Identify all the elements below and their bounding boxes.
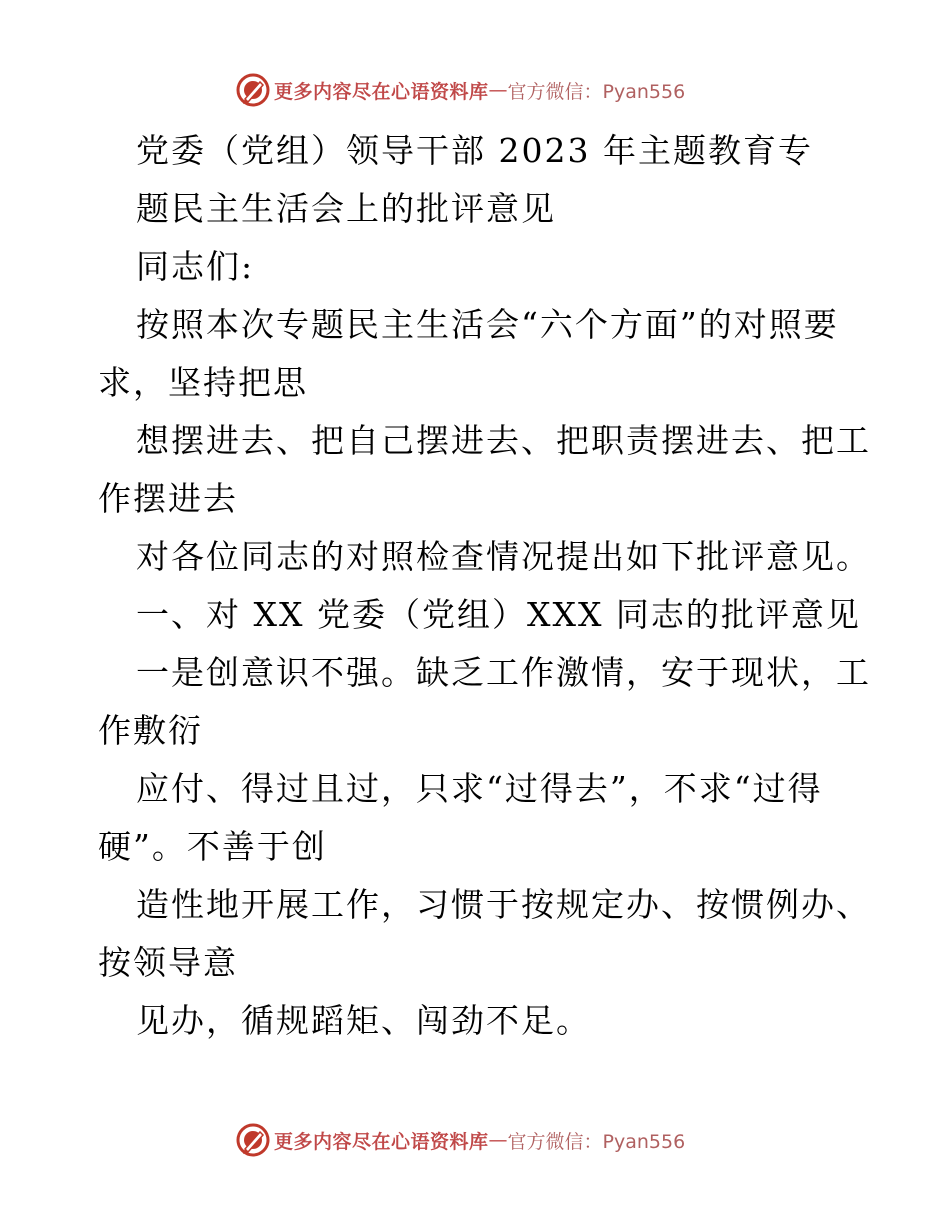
document-body	[98, 122, 871, 1050]
text-line: 作敷衍	[98, 711, 203, 750]
pen-logo-icon	[236, 1123, 270, 1157]
text-line: 党委（党组）领导干部 2023 年主题教育专	[136, 131, 813, 170]
text-line: 造性地开展工作，习惯于按规定办、按惯例办、	[136, 885, 871, 924]
text-line: 应付、得过且过，只求“过得去”，不求“过得	[136, 769, 823, 808]
watermark-dash: —	[488, 1129, 508, 1151]
text-line: 硬”。不善于创	[98, 827, 327, 866]
watermark-dash: —	[488, 79, 508, 101]
text-line: 见办，循规蹈矩、闯劲不足。	[136, 1001, 591, 1040]
pen-logo-icon	[236, 73, 270, 107]
text-line: 按照本次专题民主生活会“六个方面”的对照要	[136, 305, 839, 344]
text-line: 一、对 XX 党委（党组）XXX 同志的批评意见	[136, 595, 861, 634]
text-line: 一是创意识不强。缺乏工作激情，安于现状，工	[136, 653, 871, 692]
text-line: 求，坚持把思	[98, 363, 308, 402]
watermark-contact: 官方微信：Pyan556	[507, 80, 686, 103]
text-line: 作摆进去	[98, 479, 238, 518]
watermark-contact: 官方微信：Pyan556	[507, 1130, 686, 1153]
text-line: 同志们:	[136, 247, 255, 286]
watermark-brand: 更多内容尽在心语资料库	[274, 1130, 489, 1153]
watermark-brand: 更多内容尽在心语资料库	[274, 80, 489, 103]
header-watermark	[236, 72, 756, 108]
text-line: 题民主生活会上的批评意见	[136, 189, 556, 228]
text-line: 想摆进去、把自己摆进去、把职责摆进去、把工	[136, 421, 871, 460]
text-line: 按领导意	[98, 943, 238, 982]
footer-watermark	[236, 1122, 756, 1158]
text-line: 对各位同志的对照检查情况提出如下批评意见。	[136, 537, 871, 576]
